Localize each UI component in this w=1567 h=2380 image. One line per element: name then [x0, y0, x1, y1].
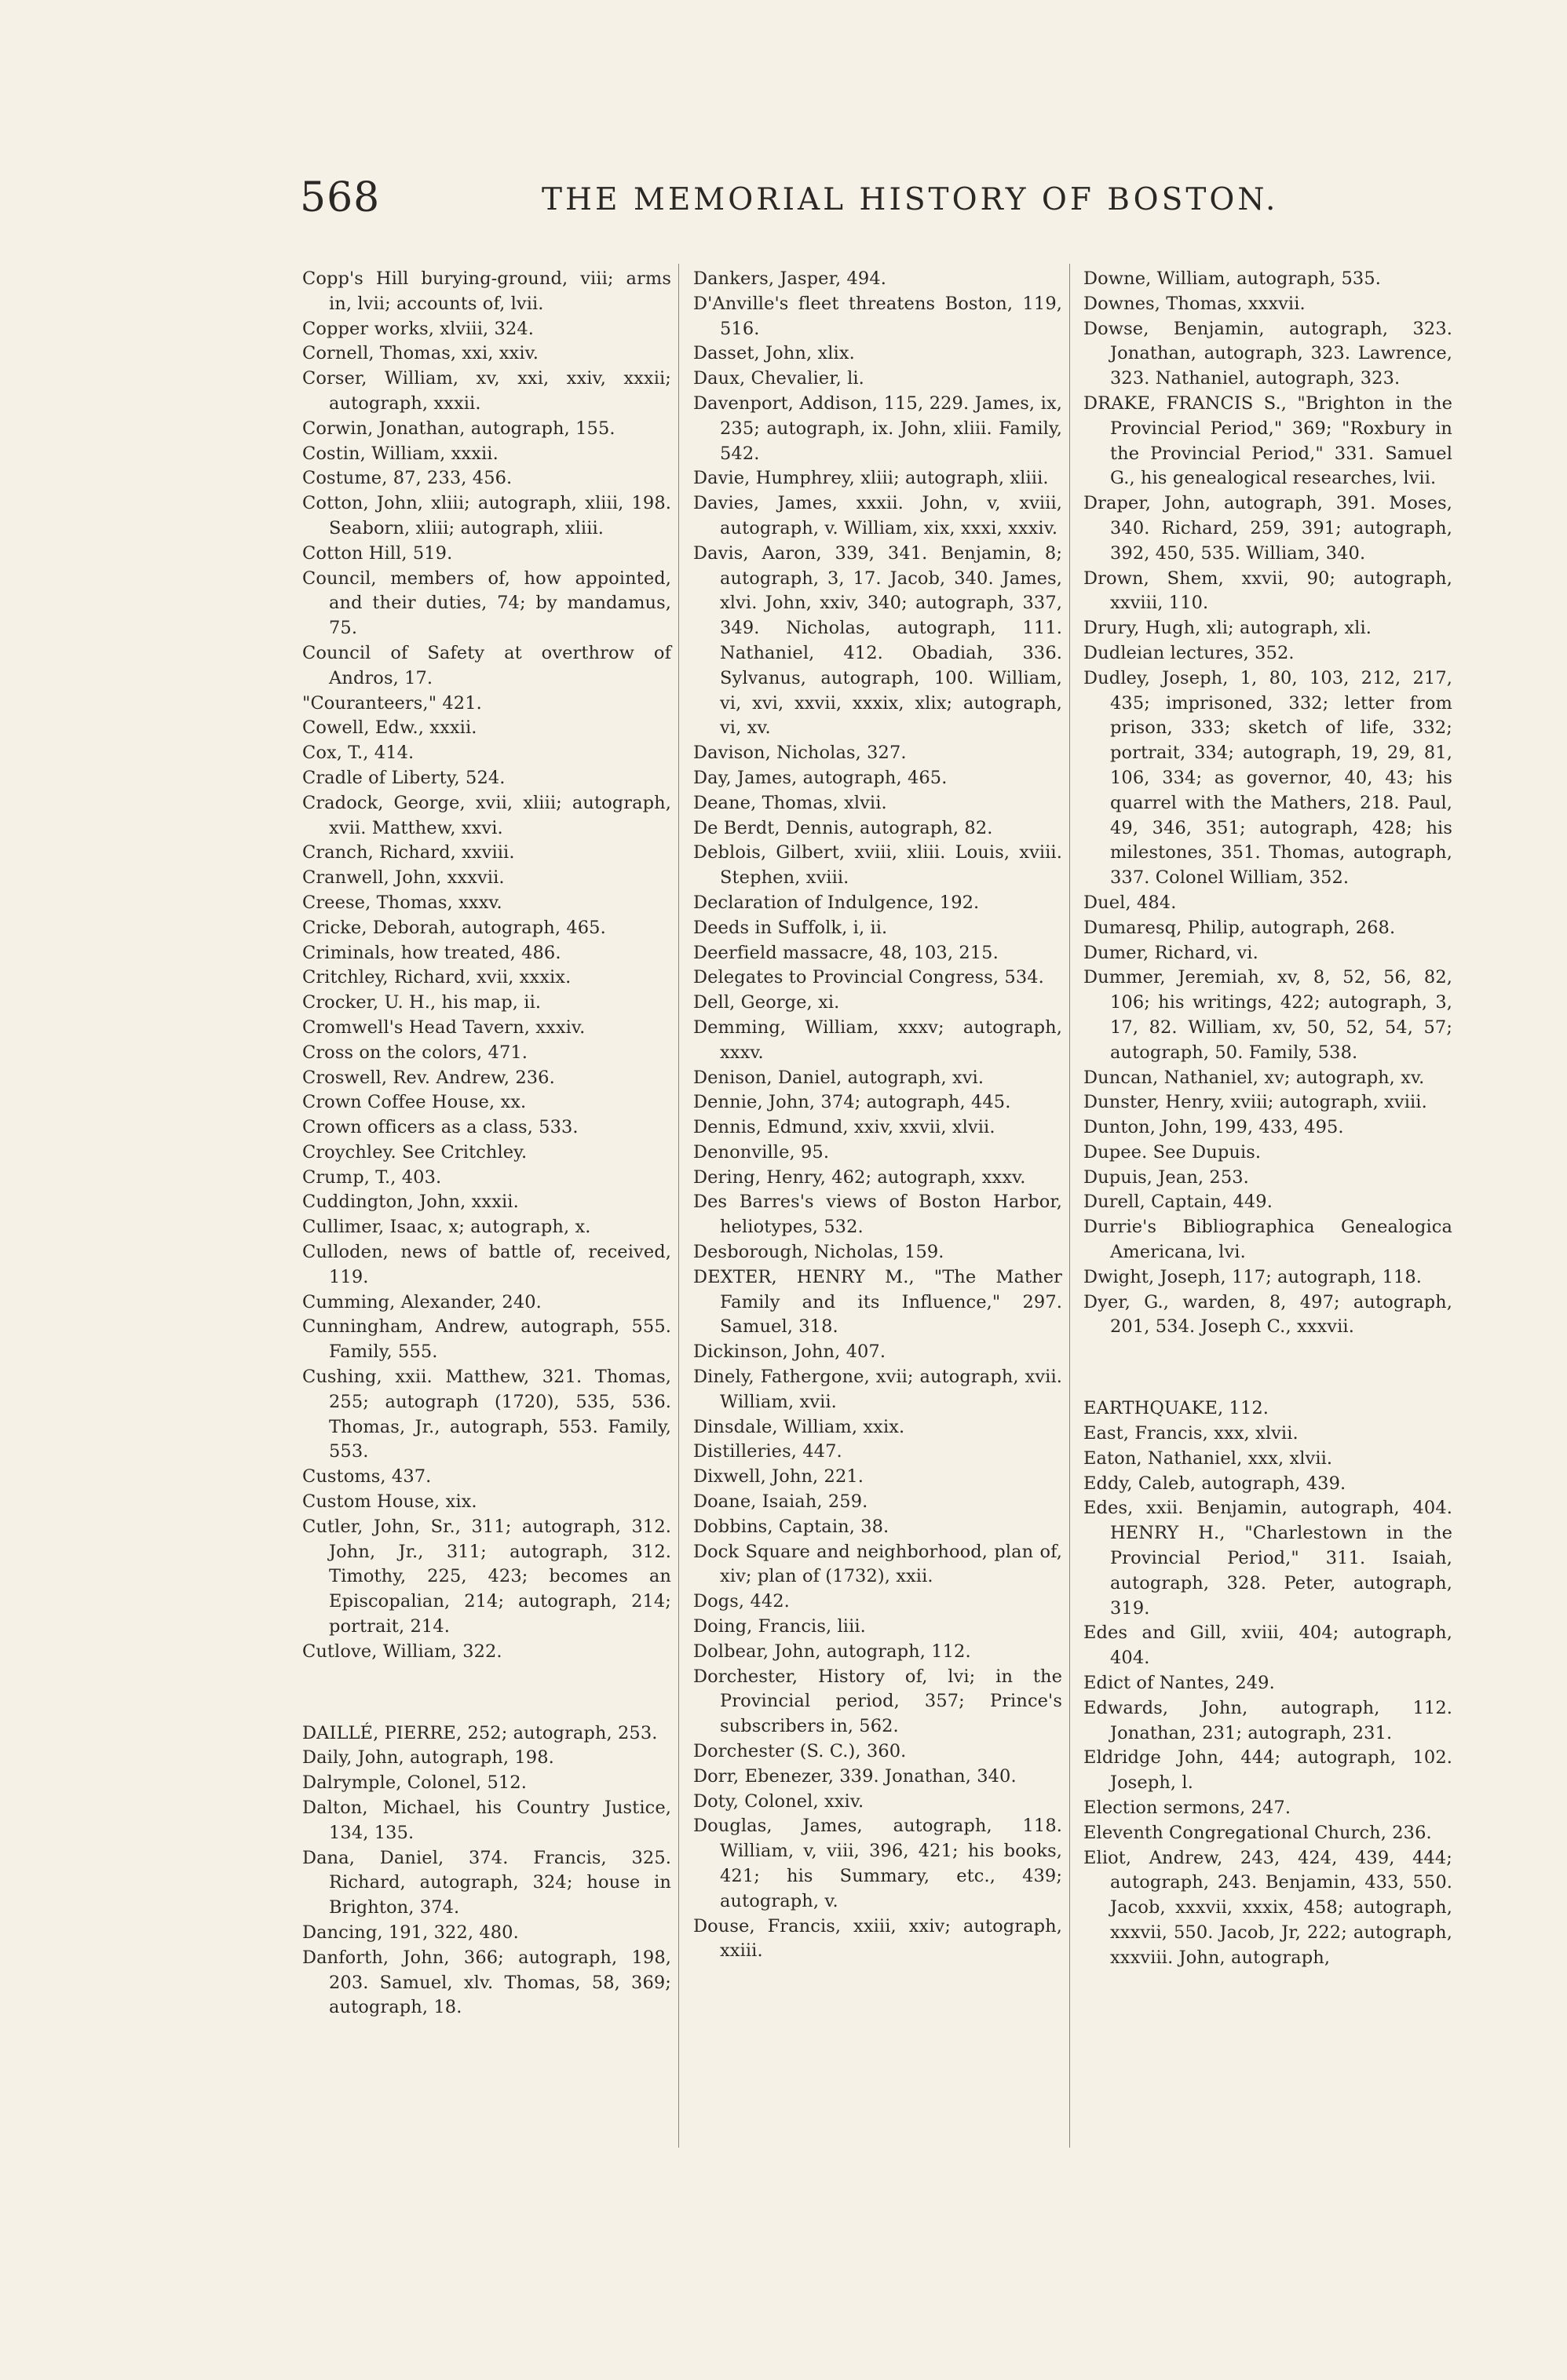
index-entry: Deeds in Suffolk, i, ii. [693, 917, 888, 938]
index-entry: Duncan, Nathaniel, xv; autograph, xv. [1083, 1067, 1425, 1088]
index-entry: Cutlove, William, 322. [302, 1641, 502, 1662]
index-entry: Croychley. See Critchley. [302, 1141, 528, 1163]
index-entry: Cranch, Richard, xxviii. [302, 842, 515, 863]
index-entry: Dorr, Ebenezer, 339. Jonathan, 340. [693, 1765, 1017, 1787]
index-entry: Daily, John, autograph, 198. [302, 1747, 554, 1769]
index-entry: Douse, Francis, xxiii, xxiv; autograph, xxiii. [693, 1915, 1062, 1962]
index-entry: Crump, T., 403. [302, 1166, 442, 1188]
index-entry: Cranwell, John, xxxvii. [302, 867, 505, 889]
index-entry: DEXTER, HENRY M., "The Mather Family and its Influence," 297. Samuel, 318. [693, 1266, 1062, 1338]
index-entry: Criminals, how treated, 486. [302, 942, 561, 963]
index-column-2 [693, 267, 1062, 1964]
index-entry: Cullimer, Isaac, x; autograph, x. [302, 1217, 591, 1238]
index-entry: Crocker, U. H., his map, ii. [302, 992, 542, 1013]
index-entry: Dorchester, History of, lvi; in the Provincial period, 357; Prince's subscribers in, 562. [693, 1666, 1062, 1737]
index-entry: Dering, Henry, 462; autograph, xxxv. [693, 1166, 1026, 1188]
index-entry: DAILLÉ, PIERRE, 252; autograph, 253. [302, 1722, 658, 1743]
index-entry: Cornell, Thomas, xxi, xxiv. [302, 343, 539, 364]
index-entry: Dennis, Edmund, xxiv, xxvii, xlvii. [693, 1117, 995, 1138]
index-entry: Dell, George, xi. [693, 992, 840, 1013]
index-entry: Cowell, Edw., xxxii. [302, 717, 477, 739]
index-entry: Dolbear, John, autograph, 112. [693, 1641, 971, 1662]
index-entry: Eaton, Nathaniel, xxx, xlvii. [1083, 1447, 1333, 1469]
index-entry: Copp's Hill burying-ground, viii; arms in, lvii; accounts of, lvii. [302, 268, 671, 314]
index-entry: Dyer, G., warden, 8, 497; autograph, 201, 534. Joseph C., xxxvii. [1083, 1291, 1452, 1338]
index-entry: Dobbins, Captain, 38. [693, 1516, 889, 1537]
index-entry: Corwin, Jonathan, autograph, 155. [302, 418, 615, 439]
index-entry: Council of Safety at overthrow of Andros, 17. [302, 642, 671, 688]
index-entry: Doing, Francis, liii. [693, 1616, 866, 1637]
index-entry: Dumer, Richard, vi. [1083, 942, 1258, 963]
index-entry: Dankers, Jasper, 494. [693, 268, 886, 289]
index-entry: Eliot, Andrew, 243, 424, 439, 444; autograph, 243. Benjamin, 433, 550. Jacob, xxxvii, xxxix, 458; autograph, xxxvii, 550. Jacob, Jr, 222; autograph, xxxviii. John, autograph, [1083, 1847, 1452, 1968]
index-entry: Dana, Daniel, 374. Francis, 325. Richard, autograph, 324; house in Brighton, 374. [302, 1847, 671, 1918]
index-entry: Dancing, 191, 322, 480. [302, 1922, 519, 1943]
index-entry: Cross on the colors, 471. [302, 1042, 528, 1063]
index-entry: Costume, 87, 233, 456. [302, 468, 513, 489]
index-entry: Dorchester (S. C.), 360. [693, 1741, 907, 1762]
index-entry: Daux, Chevalier, li. [693, 368, 864, 389]
index-entry: Edes and Gill, xviii, 404; autograph, 404. [1083, 1623, 1452, 1669]
index-entry: Durrie's Bibliographica Genealogica Americana, lvi. [1083, 1217, 1452, 1263]
index-entry: Dunster, Henry, xviii; autograph, xviii. [1083, 1092, 1427, 1113]
index-entry: Denison, Daniel, autograph, xvi. [693, 1067, 984, 1088]
index-entry: Dalton, Michael, his Country Justice, 134, 135. [302, 1798, 671, 1843]
index-entry: Drown, Shem, xxvii, 90; autograph, xxviii, 110. [1083, 568, 1452, 614]
index-entry: Des Barres's views of Boston Harbor, heliotypes, 532. [693, 1192, 1062, 1238]
index-entry: Distilleries, 447. [693, 1441, 842, 1462]
index-entry: Downes, Thomas, xxxvii. [1083, 293, 1306, 314]
index-entry: Denonville, 95. [693, 1141, 830, 1163]
index-entry: Custom House, xix. [302, 1491, 477, 1513]
index-entry: Douglas, James, autograph, 118. William, v, viii, 396, 421; his books, 421; his Summary, etc., 439; autograph, v. [693, 1816, 1062, 1911]
index-entry: Election sermons, 247. [1083, 1798, 1291, 1819]
index-entry: Cradle of Liberty, 524. [302, 767, 506, 788]
index-entry: Declaration of Indulgence, 192. [693, 892, 980, 913]
index-entry: Dudleian lectures, 352. [1083, 642, 1295, 663]
index-entry: Edes, xxii. Benjamin, autograph, 404. HENRY H., "Charlestown in the Provincial Period," 311. Isaiah, autograph, 328. Peter, autograph, 319. [1083, 1498, 1452, 1619]
index-entry: Cushing, xxii. Matthew, 321. Thomas, 255; autograph (1720), 535, 536. Thomas, Jr., autograph, 553. Family, 553. [302, 1367, 671, 1462]
index-entry: Dasset, John, xlix. [693, 343, 855, 364]
index-entry: Cuddington, John, xxxii. [302, 1192, 519, 1213]
index-entry: Davie, Humphrey, xliii; autograph, xliii. [693, 468, 1049, 489]
index-entry: Council, members of, how appointed, and their duties, 74; by mandamus, 75. [302, 568, 671, 639]
index-entry: Critchley, Richard, xvii, xxxix. [302, 967, 572, 988]
index-entry: Davenport, Addison, 115, 229. James, ix, 235; autograph, ix. John, xliii. Family, 542. [693, 392, 1062, 464]
index-entry: Eddy, Caleb, autograph, 439. [1083, 1473, 1346, 1494]
index-entry: Duel, 484. [1083, 892, 1177, 913]
index-entry: D'Anville's fleet threatens Boston, 119, 516. [693, 293, 1062, 339]
index-entry: Desborough, Nicholas, 159. [693, 1242, 944, 1263]
index-entry: Draper, John, autograph, 391. Moses, 340. Richard, 259, 391; autograph, 392, 450, 535. William, 340. [1083, 493, 1452, 564]
index-entry: Deane, Thomas, xlvii. [693, 792, 887, 813]
index-entry: Dowse, Benjamin, autograph, 323. Jonathan, autograph, 323. Lawrence, 323. Nathaniel, autograph, 323. [1083, 318, 1452, 389]
index-entry: Dock Square and neighborhood, plan of, xiv; plan of (1732), xxii. [693, 1541, 1062, 1587]
index-entry: Cotton, John, xliii; autograph, xliii, 198. Seaborn, xliii; autograph, xliii. [302, 493, 671, 538]
index-entry: EARTHQUAKE, 112. [1083, 1398, 1269, 1419]
index-entry: Edwards, John, autograph, 112. Jonathan, 231; autograph, 231. [1083, 1697, 1452, 1743]
page-number: 568 [300, 174, 381, 221]
index-entry: Customs, 437. [302, 1466, 432, 1488]
index-entry: Cunningham, Andrew, autograph, 555. Family, 555. [302, 1316, 671, 1363]
index-entry: Cricke, Deborah, autograph, 465. [302, 917, 606, 938]
index-entry: Dennie, John, 374; autograph, 445. [693, 1092, 1011, 1113]
column-divider [1069, 264, 1070, 2148]
index-entry: Deerfield massacre, 48, 103, 215. [693, 942, 999, 963]
index-entry: Dinely, Fathergone, xvii; autograph, xvii. William, xvii. [693, 1367, 1062, 1412]
index-entry: Dumaresq, Philip, autograph, 268. [1083, 917, 1396, 938]
index-entry: Copper works, xlviii, 324. [302, 318, 535, 339]
index-entry: Dogs, 442. [693, 1591, 790, 1612]
index-entry: De Berdt, Dennis, autograph, 82. [693, 817, 993, 838]
index-entry: Dummer, Jeremiah, xv, 8, 52, 56, 82, 106; his writings, 422; autograph, 3, 17, 82. William, xv, 50, 52, 54, 57; autograph, 50. Family, 538. [1083, 967, 1452, 1063]
index-entry: DRAKE, FRANCIS S., "Brighton in the Provincial Period," 369; "Roxbury in the Provincial Period," 331. Samuel G., his genealogical researches, lvii. [1083, 392, 1452, 489]
index-entry: Dunton, John, 199, 433, 495. [1083, 1117, 1344, 1138]
index-entry: Crown officers as a class, 533. [302, 1117, 579, 1138]
index-column-1 [302, 267, 671, 2020]
index-entry: Day, James, autograph, 465. [693, 767, 948, 788]
index-entry: Dupuis, Jean, 253. [1083, 1166, 1249, 1188]
index-entry: Cradock, George, xvii, xliii; autograph, xvii. Matthew, xxvi. [302, 792, 671, 838]
index-column-3 [1083, 267, 1452, 1971]
index-entry: Delegates to Provincial Congress, 534. [693, 967, 1044, 988]
index-entry: Eldridge John, 444; autograph, 102. Joseph, l. [1083, 1747, 1452, 1794]
index-entry: Dudley, Joseph, 1, 80, 103, 212, 217, 435; imprisoned, 332; letter from prison, 333; sketch of life, 332; portrait, 334; autograph, 19, 29, 81, 106, 334; as governor, 40, 43; his quarrel with the Mathers, 218. Paul, 49, 346, 351; autograph, 428; his milestones, 351. Thomas, autograph, 337. Colonel William, 352. [1083, 667, 1452, 889]
index-entry: Creese, Thomas, xxxv. [302, 892, 502, 913]
index-entry: Drury, Hugh, xli; autograph, xli. [1083, 618, 1372, 639]
index-entry: Doane, Isaiah, 259. [693, 1491, 868, 1513]
index-entry: Cox, T., 414. [302, 743, 415, 764]
index-entry: Davison, Nicholas, 327. [693, 743, 907, 764]
index-entry: Davies, James, xxxii. John, v, xviii, autograph, v. William, xix, xxxi, xxxiv. [693, 493, 1062, 538]
index-entry: Deblois, Gilbert, xviii, xliii. Louis, xviii. Stephen, xviii. [693, 842, 1062, 889]
index-entry: Croswell, Rev. Andrew, 236. [302, 1067, 555, 1088]
running-head-title: THE MEMORIAL HISTORY OF BOSTON. [542, 182, 1279, 217]
index-entry: Dinsdale, William, xxix. [693, 1416, 905, 1437]
index-entry: Crown Coffee House, xx. [302, 1092, 527, 1113]
index-entry: Dwight, Joseph, 117; autograph, 118. [1083, 1266, 1423, 1287]
index-entry: Costin, William, xxxii. [302, 443, 499, 464]
index-entry: Cumming, Alexander, 240. [302, 1291, 542, 1312]
index-entry: Davis, Aaron, 339, 341. Benjamin, 8; autograph, 3, 17. Jacob, 340. James, xlvi. John, xxiv, 340; autograph, 337, 349. Nicholas, autograph, 111. Nathaniel, 412. Obadiah, 336. Sylvanus, autograph, 100. William, vi, xvi, xxvii, xxxix, xlix; autograph, vi, xv. [693, 542, 1062, 739]
index-entry: Dalrymple, Colonel, 512. [302, 1772, 527, 1794]
index-entry: Dickinson, John, 407. [693, 1341, 886, 1363]
index-entry: Culloden, news of battle of, received, 119. [302, 1242, 671, 1287]
index-entry: Eleventh Congregational Church, 236. [1083, 1822, 1432, 1843]
index-entry: Cotton Hill, 519. [302, 542, 453, 564]
index-entry: Durell, Captain, 449. [1083, 1192, 1273, 1213]
index-entry: East, Francis, xxx, xlvii. [1083, 1423, 1299, 1444]
index-entry: Cutler, John, Sr., 311; autograph, 312. John, Jr., 311; autograph, 312. Timothy, 225, 423; becomes an Episcopalian, 214; autograph, 214; portrait, 214. [302, 1516, 671, 1637]
index-entry: Edict of Nantes, 249. [1083, 1673, 1275, 1694]
index-entry: Doty, Colonel, xxiv. [693, 1790, 864, 1812]
index-entry: Demming, William, xxxv; autograph, xxxv. [693, 1017, 1062, 1063]
index-entry: Downe, William, autograph, 535. [1083, 268, 1381, 289]
column-divider [678, 264, 679, 2148]
index-entry: Corser, William, xv, xxi, xxiv, xxxii; autograph, xxxii. [302, 368, 671, 414]
index-entry: Cromwell's Head Tavern, xxxiv. [302, 1017, 586, 1038]
index-entry: Dupee. See Dupuis. [1083, 1141, 1262, 1163]
index-entry: Danforth, John, 366; autograph, 198, 203. Samuel, xlv. Thomas, 58, 369; autograph, 18. [302, 1947, 671, 2018]
index-entry: Dixwell, John, 221. [693, 1466, 864, 1488]
index-entry: "Couranteers," 421. [302, 692, 482, 714]
